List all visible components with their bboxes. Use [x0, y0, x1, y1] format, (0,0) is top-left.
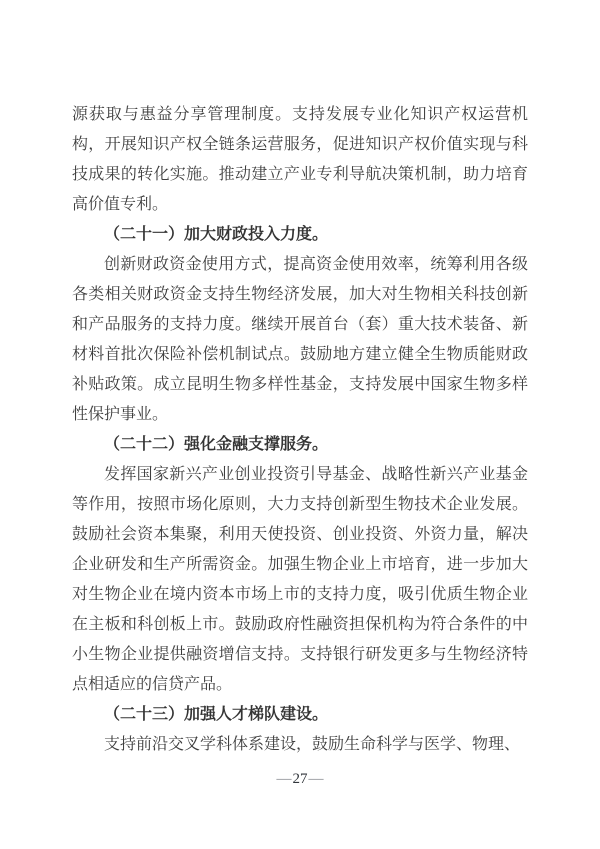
paragraph: 源获取与惠益分享管理制度。支持发展专业化知识产权运营机构，开展知识产权全链条运营服务，促进知识产权价值实现与科技成果的转化实施。推动建立产业专利导航决策机制，助力培育高价值专利。: [72, 106, 528, 213]
paragraph: 创新财政资金使用方式，提高资金使用效率，统筹利用各级各类相关财政资金支持生物经济发展，加大对生物相关科技创新和产品服务的支持力度。继续开展首台（套）重大技术装备、新材料首批次保险补偿机制试点。鼓励地方建立健全生物质能财政补贴政策。成立昆明生物多样性基金，支持发展中国家生物多样性保护事业。: [72, 256, 528, 423]
section-heading: （二十一）加大财政投入力度。: [104, 226, 329, 243]
page-number: 27: [292, 771, 308, 787]
section-heading: （二十二）强化金融支撑服务。: [104, 436, 329, 453]
page-footer: [0, 768, 600, 790]
paragraph: 发挥国家新兴产业创业投资引导基金、战略性新兴产业基金等作用，按照市场化原则，大力支持创新型生物技术企业发展。鼓励社会资本集聚，利用天使投资、创业投资、外资力量，解决企业研发和生产所需资金。加强生物企业上市培育，进一步加大对生物企业在境内资本市场上市的支持力度，吸引优质生物企业在主板和科创板上市。鼓励政府性融资担保机构为符合条件的中小生物企业提供融资增信支持。支持银行研发更多与生物经济特点相适应的信贷产品。: [72, 466, 528, 693]
page-number-dash-right: —: [308, 771, 324, 787]
text-block: [72, 100, 528, 760]
section-heading: （二十三）加强人才梯队建设。: [104, 706, 329, 723]
paragraph: 支持前沿交叉学科体系建设，鼓励生命科学与医学、物理、: [104, 736, 521, 753]
page-number-dash-left: —: [276, 771, 292, 787]
